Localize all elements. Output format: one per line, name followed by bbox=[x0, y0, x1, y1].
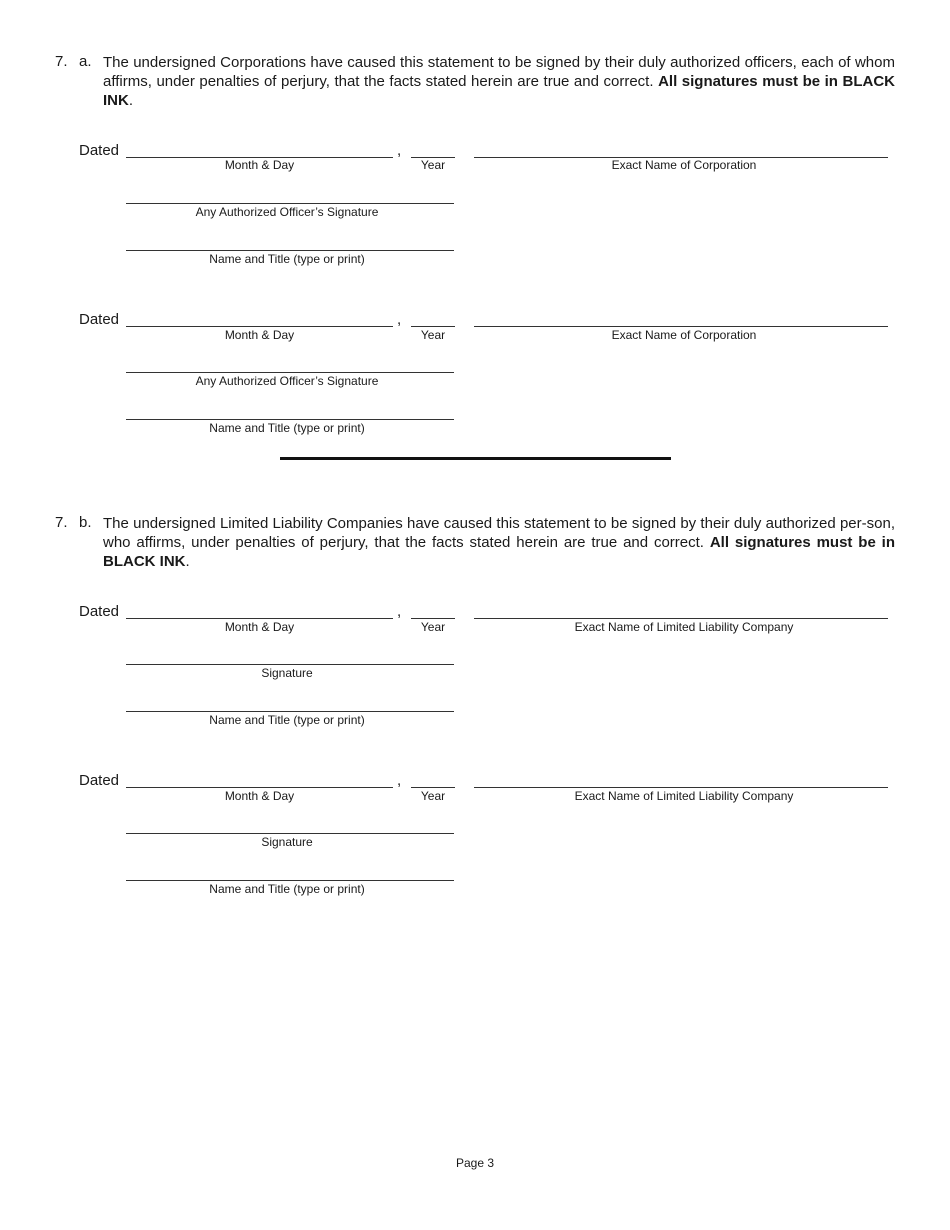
name-title-caption: Name and Title (type or print) bbox=[209, 421, 365, 435]
month-day-field[interactable] bbox=[126, 326, 393, 327]
name-title-field[interactable] bbox=[126, 250, 454, 251]
date-comma: , bbox=[397, 772, 402, 789]
year-caption: Year bbox=[420, 620, 446, 634]
dated-label: Dated bbox=[79, 772, 120, 789]
dated-label: Dated bbox=[79, 311, 120, 328]
section-a-statement bbox=[103, 53, 895, 110]
name-title-caption: Name and Title (type or print) bbox=[209, 252, 365, 266]
year-caption: Year bbox=[420, 158, 446, 172]
section-b-number: 7. bbox=[55, 514, 68, 531]
corporation-name-field[interactable] bbox=[474, 326, 888, 327]
section-b-bold-text: All signatures must be in BLACK INK bbox=[103, 534, 895, 570]
section-a-letter: a. bbox=[79, 53, 92, 70]
date-comma: , bbox=[397, 142, 402, 159]
month-day-caption: Month & Day bbox=[224, 328, 295, 342]
signature-caption: Signature bbox=[261, 835, 313, 849]
dated-label: Dated bbox=[79, 603, 120, 620]
year-caption: Year bbox=[420, 789, 446, 803]
section-a-end: . bbox=[128, 92, 134, 109]
corporation-name-caption: Exact Name of Corporation bbox=[611, 158, 757, 172]
signature-field[interactable] bbox=[126, 203, 454, 204]
name-title-field[interactable] bbox=[126, 419, 454, 420]
section-b-statement bbox=[103, 514, 895, 571]
name-title-field[interactable] bbox=[126, 711, 454, 712]
llc-name-caption: Exact Name of Limited Liability Company bbox=[574, 789, 794, 803]
name-title-caption: Name and Title (type or print) bbox=[209, 713, 365, 727]
llc-name-field[interactable] bbox=[474, 618, 888, 619]
month-day-caption: Month & Day bbox=[224, 620, 295, 634]
year-field[interactable] bbox=[411, 787, 455, 788]
name-title-caption: Name and Title (type or print) bbox=[209, 882, 365, 896]
signature-caption: Any Authorized Officer’s Signature bbox=[195, 205, 379, 219]
section-b-text: The undersigned Limited Liability Companies have caused this statement to be signed by their duly authorized per-son, who affirms, under penalties of perjury, that the facts stated herein are true and correct. bbox=[103, 515, 895, 551]
year-field[interactable] bbox=[411, 618, 455, 619]
signature-caption: Signature bbox=[261, 666, 313, 680]
section-a-number: 7. bbox=[55, 53, 68, 70]
dated-label: Dated bbox=[79, 142, 120, 159]
date-comma: , bbox=[397, 603, 402, 620]
llc-name-caption: Exact Name of Limited Liability Company bbox=[574, 620, 794, 634]
signature-caption: Any Authorized Officer’s Signature bbox=[195, 374, 379, 388]
signature-field[interactable] bbox=[126, 664, 454, 665]
signature-field[interactable] bbox=[126, 833, 454, 834]
month-day-field[interactable] bbox=[126, 618, 393, 619]
signature-field[interactable] bbox=[126, 372, 454, 373]
month-day-caption: Month & Day bbox=[224, 158, 295, 172]
section-a-text: The undersigned Corporations have caused this statement to be signed by their duly authorized officers, each of whom affirms, under penalties of perjury, that the facts stated herein are true and correct. bbox=[103, 54, 895, 90]
llc-name-field[interactable] bbox=[474, 787, 888, 788]
month-day-field[interactable] bbox=[126, 787, 393, 788]
section-divider bbox=[280, 457, 671, 460]
section-b-letter: b. bbox=[79, 514, 92, 531]
month-day-caption: Month & Day bbox=[224, 789, 295, 803]
year-field[interactable] bbox=[411, 326, 455, 327]
section-a-bold-text: All signatures must be in BLACK INK bbox=[103, 73, 896, 109]
name-title-field[interactable] bbox=[126, 880, 454, 881]
page-number: Page 3 bbox=[455, 1156, 495, 1170]
section-b-end: . bbox=[185, 553, 190, 570]
date-comma: , bbox=[397, 311, 402, 328]
corporation-name-caption: Exact Name of Corporation bbox=[611, 328, 757, 342]
year-caption: Year bbox=[420, 328, 446, 342]
